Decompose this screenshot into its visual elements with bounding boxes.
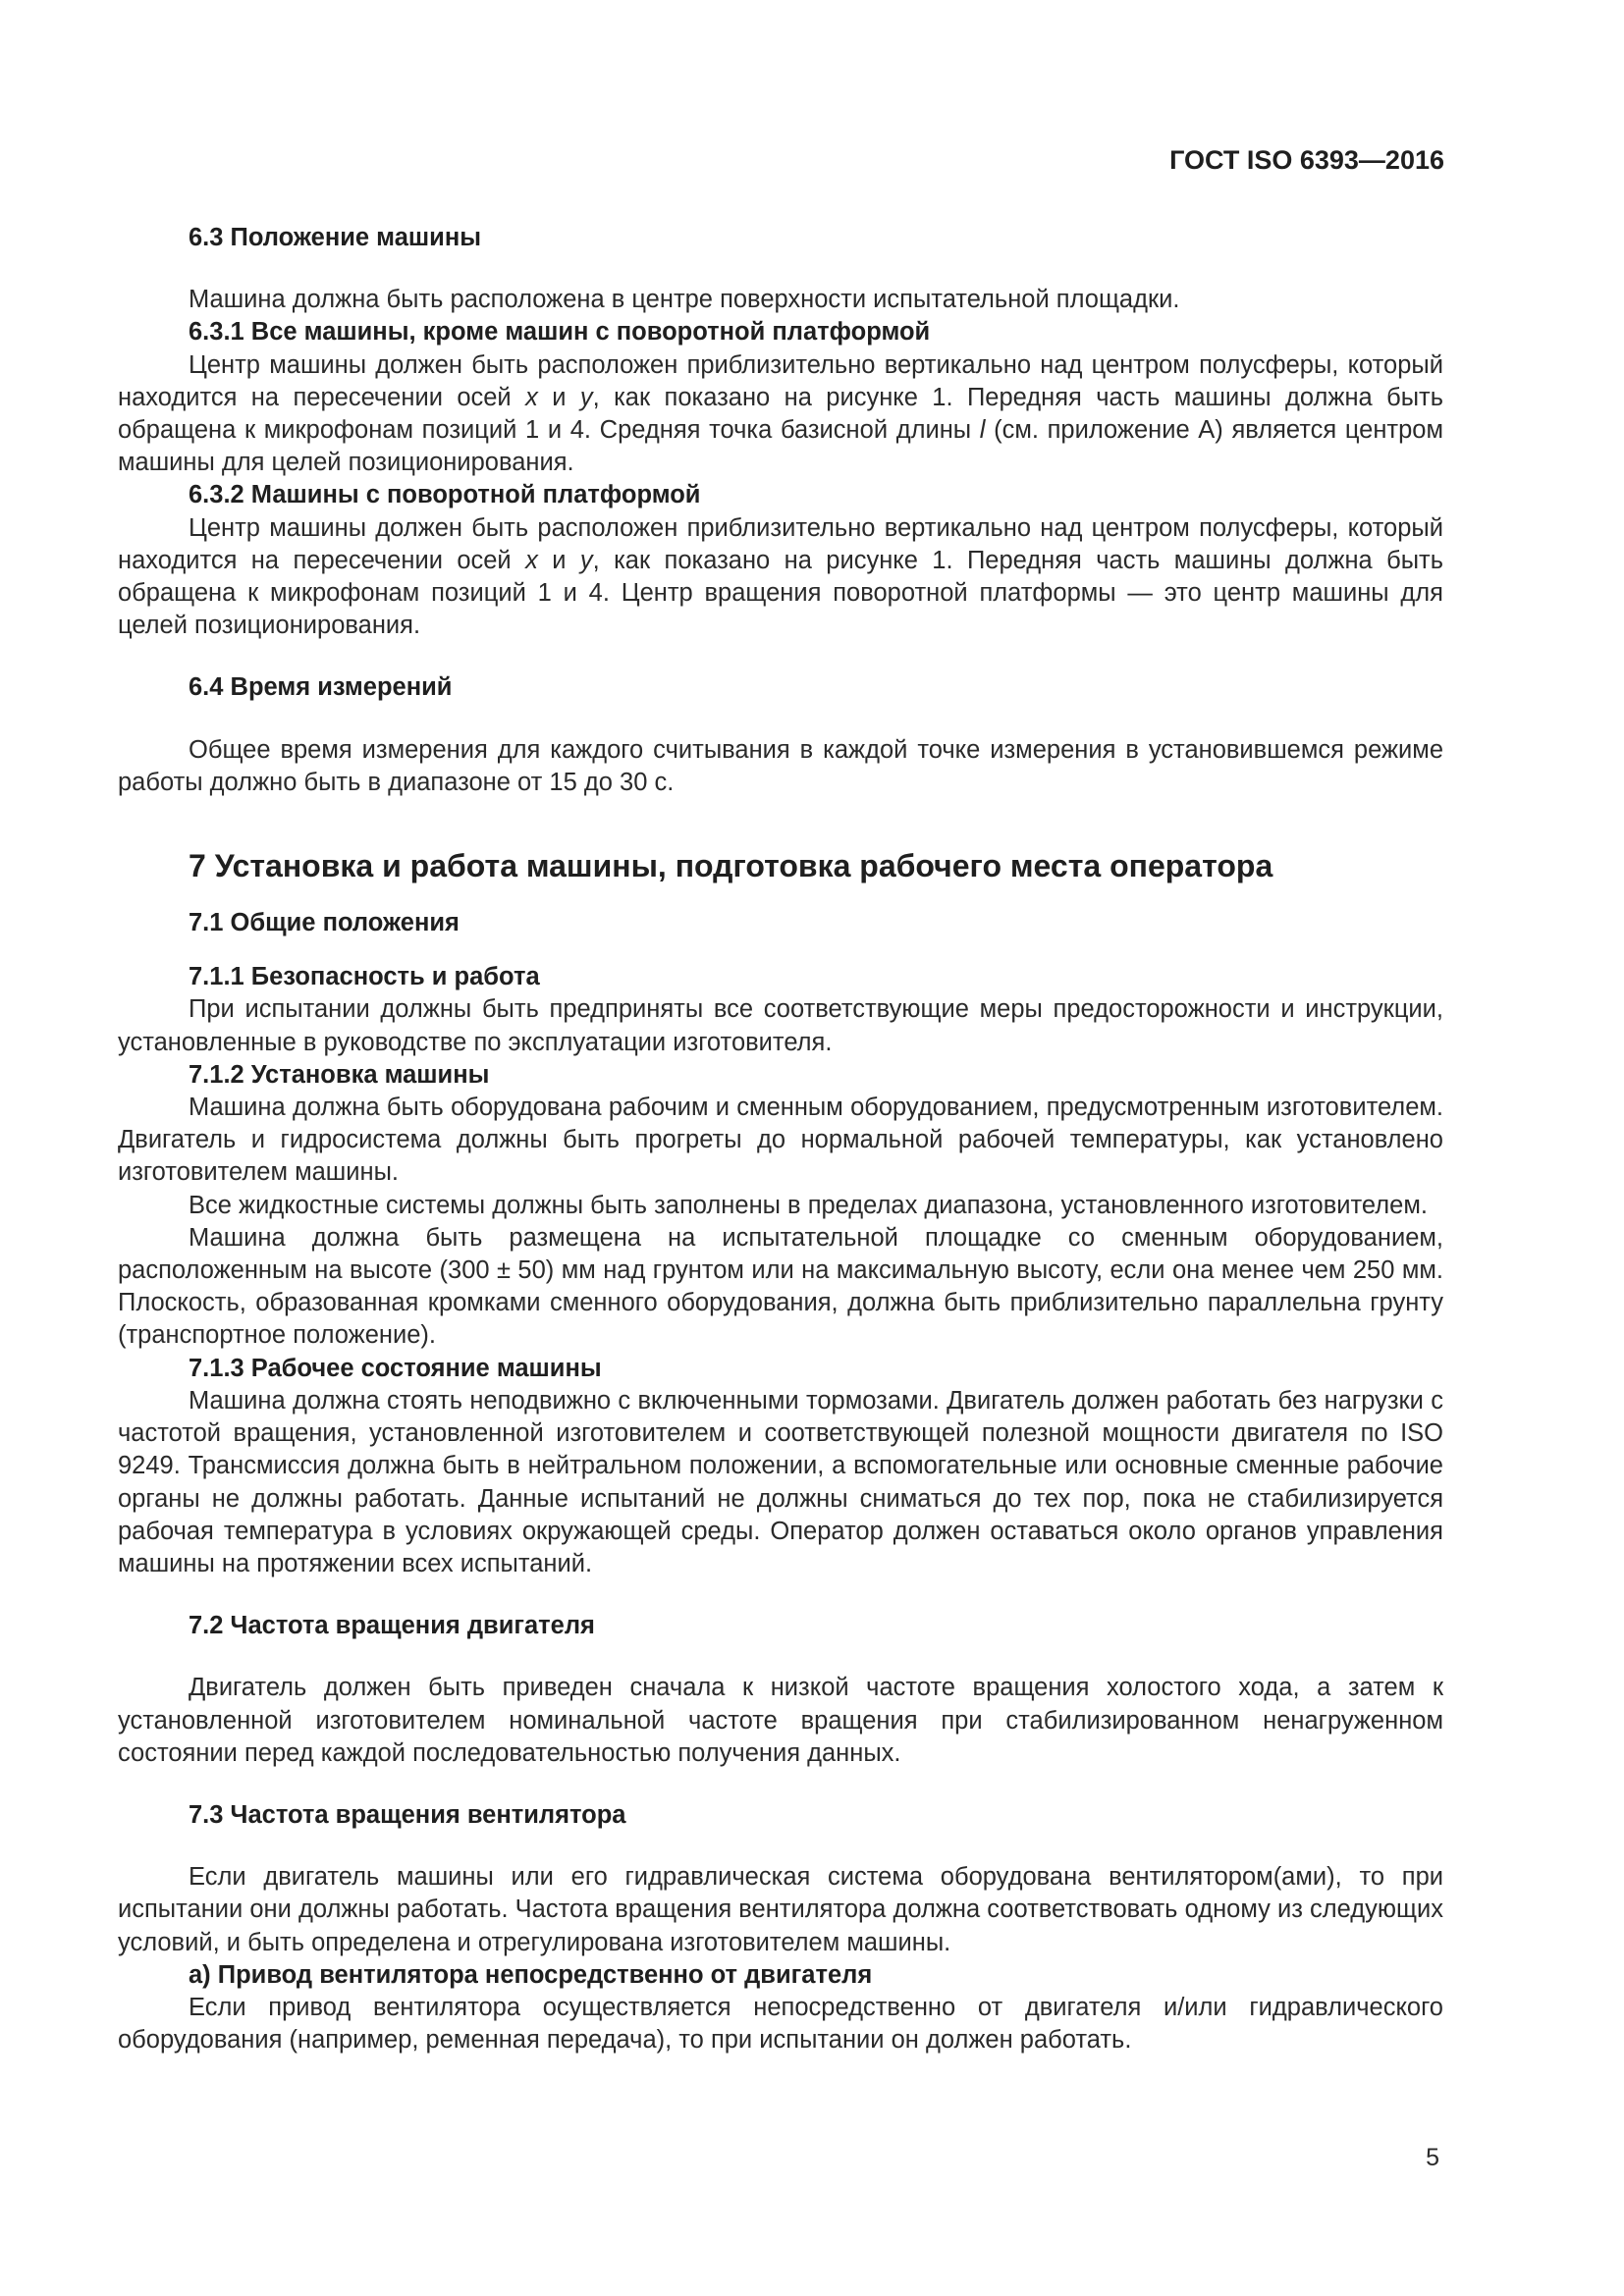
heading-7-1-2: 7.1.2 Установка машины [189,1060,490,1089]
axis-x-symbol: x [525,383,538,411]
text-span: , как показано на рисунке 1. Передняя часть машины должна быть обращена к микрофонам позиций 1 и 4. Средняя точка базисной длины [118,383,1443,445]
text-span: Центр машины должен быть расположен приблизительно вертикально над центром полусферы, который находится на пересечении осей [118,350,1443,411]
heading-7-3: 7.3 Частота вращения вентилятора [189,1800,626,1829]
text-span: и [537,383,580,411]
heading-7-3-a: а) Привод вентилятора непосредственно от двигателя [189,1960,873,1989]
length-l-symbol: l [979,416,986,445]
paragraph-7-1-2-c: Машина должна быть размещена на испытательной площадке со сменным оборудованием, расположенным на высоте (300 ± 50) мм над грунтом или на максимальную высоту, если она менее чем 250 мм. Плоскость, образованная кромками сменного оборудования, должна быть приблизительно параллельна грунту (транспортное положение). [118,1223,1443,1350]
heading-7-1-3: 7.1.3 Рабочее состояние машины [189,1354,602,1382]
heading-7-1-1: 7.1.1 Безопасность и работа [189,963,540,991]
paragraph-7-3: Если двигатель машины или его гидравлическая система оборудована вентилятором(ами), то при испытании они должны работать. Частота вращения вентилятора должна соответствовать одному из следующих условий, и быть определена и отрегулирована изготовителем машины. [118,1863,1443,1956]
paragraph-7-1-3: Машина должна стоять неподвижно с включенными тормозами. Двигатель должен работать без нагрузки с частотой вращения, установленной изготовителем и соответствующей полезной мощности двигателя по ISO 9249. Трансмиссия должна быть в нейтральном положении, а вспомогательные или основные сменные рабочие органы не должны работать. Данные испытаний не должны сниматься до тех пор, пока не стабилизируется рабочая температура в условиях окружающей среды. Оператор должен оставаться около органов управления машины на протяжении всех испытаний. [118,1386,1443,1577]
document-body [118,222,1443,2056]
text-span: (см. приложение А) является центром машины для целей позиционирования. [118,416,1443,477]
document-code-header: ГОСТ ISO 6393—2016 [1169,145,1444,175]
heading-6-3-1: 6.3.1 Все машины, кроме машин с поворотной платформой [189,318,931,347]
heading-6-3: 6.3 Положение машины [189,224,481,251]
paragraph-6-3-1 [118,349,1443,480]
heading-6-3-2: 6.3.2 Машины с поворотной платформой [189,481,701,509]
page-number: 5 [1426,2144,1439,2171]
paragraph-7-3-a: Если привод вентилятора осуществляется непосредственно от двигателя и/или гидравлического оборудования (например, ременная передача), то при испытании он должен работать. [118,1993,1443,2055]
axis-x-symbol: x [525,546,538,574]
axis-y-symbol: y [579,383,593,411]
heading-7-1: 7.1 Общие положения [189,909,460,937]
heading-6-4: 6.4 Время измерений [189,673,453,702]
text-span: Центр машины должен быть расположен приблизительно вертикально над центром полусферы, который находится на пересечении осей [118,513,1443,574]
paragraph-6-3: Машина должна быть расположена в центре поверхности испытательной площадки. [189,286,1180,314]
paragraph-6-4: Общее время измерения для каждого считывания в каждой точке измерения в установившемся режиме работы должно быть в диапазоне от 15 до 30 с. [118,735,1443,796]
text-span: и [537,546,580,574]
paragraph-6-3-2 [118,512,1443,643]
paragraph-7-1-1: При испытании должны быть предприняты все соответствующие меры предосторожности и инструкции, установленные в руководстве по эксплуатации изготовителя. [118,995,1443,1056]
paragraph-7-2: Двигатель должен быть приведен сначала к низкой частоте вращения холостого хода, а затем к установленной изготовителем номинальной частоте вращения при стабилизированном ненагруженном состоянии перед каждой последовательностью получения данных. [118,1674,1443,1767]
paragraph-7-1-2-a: Машина должна быть оборудована рабочим и сменным оборудованием, предусмотренным изготовителем. Двигатель и гидросистема должны быть прогреты до нормальной рабочей температуры, как установлено изготовителем машины. [118,1094,1443,1187]
heading-7: 7 Установка и работа машины, подготовка рабочего места оператора [189,848,1273,884]
paragraph-7-1-2-b: Все жидкостные системы должны быть заполнены в пределах диапазона, установленного изготовителем. [189,1191,1428,1219]
text-span: , как показано на рисунке 1. Передняя часть машины должна быть обращена к микрофонам позиций 1 и 4. Центр вращения поворотной платформы — это центр машины для целей позиционирования. [118,546,1443,640]
heading-7-2: 7.2 Частота вращения двигателя [189,1612,595,1640]
axis-y-symbol: y [579,546,593,574]
